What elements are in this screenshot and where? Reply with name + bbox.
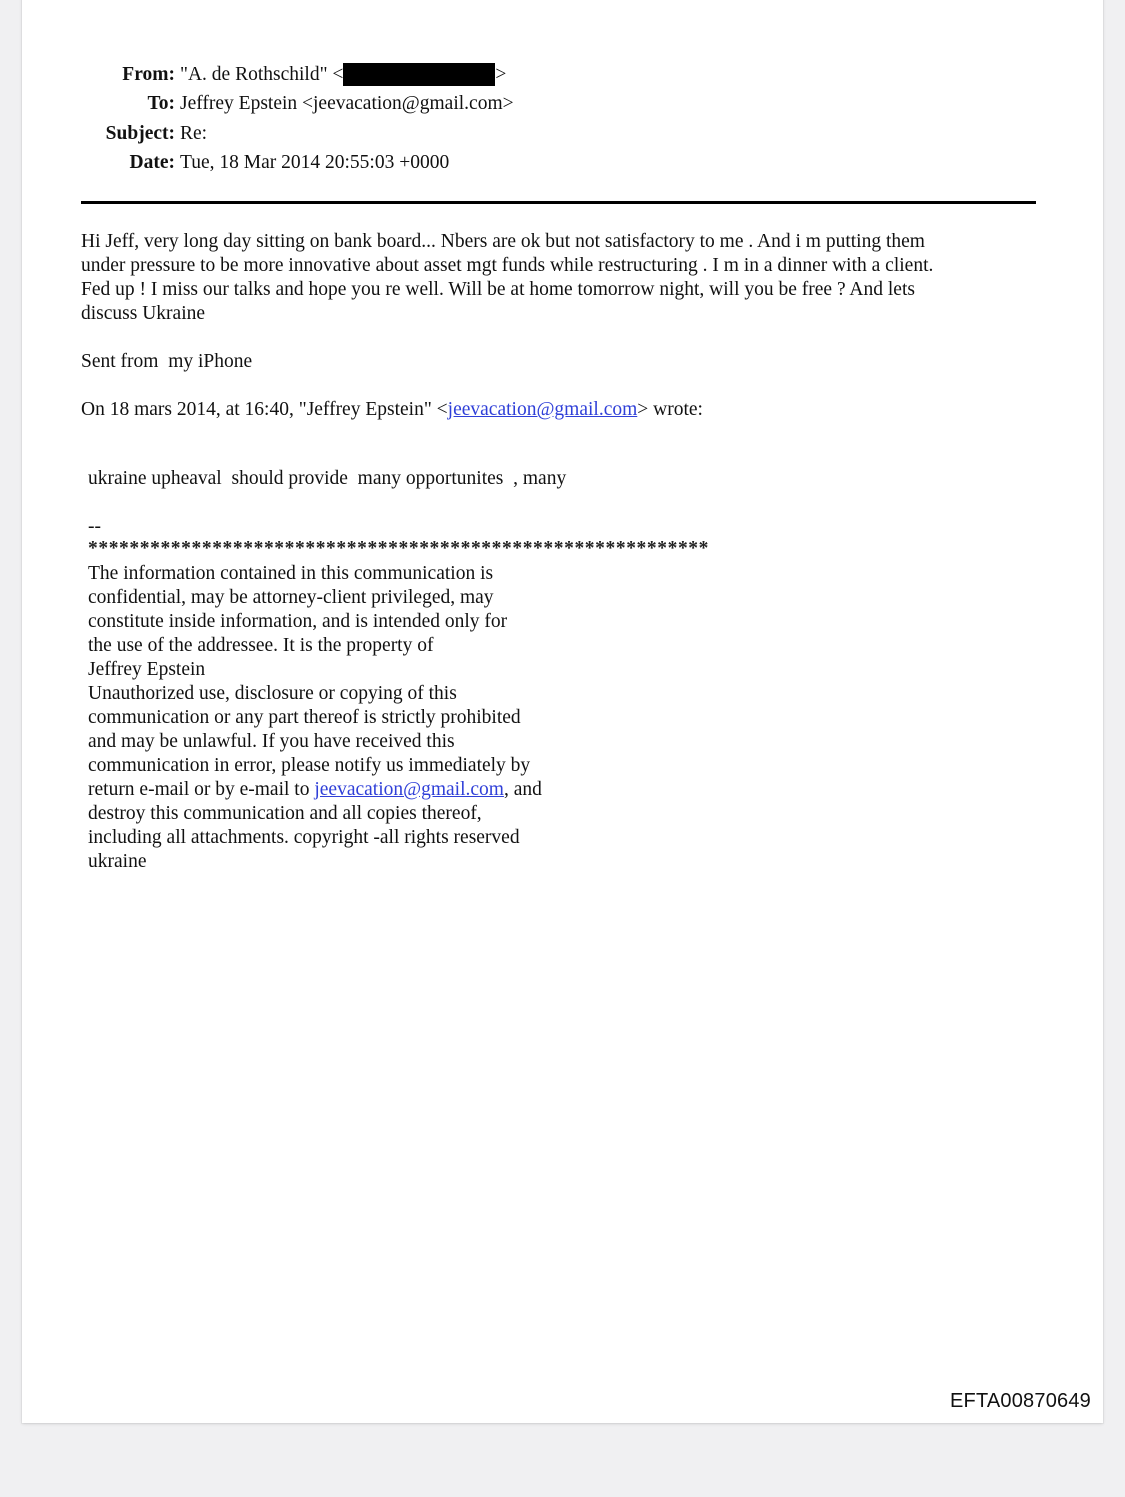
- body-line: Hi Jeff, very long day sitting on bank board... Nbers are ok but not satisfactory to me . And i m putting them: [81, 231, 925, 252]
- quoted-message: ukraine upheaval should provide many opportunites , many: [88, 468, 567, 489]
- quote-header: [81, 398, 703, 422]
- header-date-value: Tue, 18 Mar 2014 20:55:03 +0000: [180, 151, 450, 173]
- quote-header-suffix: > wrote:: [637, 399, 703, 420]
- disclaimer-line: Unauthorized use, disclosure or copying of this: [88, 683, 457, 704]
- disclaimer-line: The information contained in this communication is: [88, 563, 494, 584]
- disclaimer-line: communication in error, please notify us immediately by: [88, 755, 531, 776]
- document-id: EFTA00870649: [949, 1390, 1091, 1412]
- disclaimer-line: constitute inside information, and is intended only for: [88, 611, 508, 632]
- disclaimer-email-link[interactable]: jeevacation@gmail.com: [314, 779, 504, 800]
- header-date: [22, 148, 514, 177]
- header-from-label: From:: [122, 64, 175, 85]
- quote-header-prefix: On 18 mars 2014, at 16:40, "Jeffrey Epstein" <: [81, 399, 448, 420]
- email-headers: [22, 60, 514, 177]
- header-subject: [22, 119, 514, 148]
- disclaimer-line: including all attachments. copyright -all rights reserved: [88, 827, 520, 848]
- from-suffix: >: [495, 64, 507, 85]
- disclaimer-line: ukraine: [88, 851, 147, 872]
- header-date-label: Date:: [129, 151, 175, 173]
- disclaimer-line: Jeffrey Epstein: [88, 659, 206, 680]
- header-to-value: Jeffrey Epstein <jeevacation@gmail.com>: [180, 93, 514, 115]
- document-page: [22, 0, 1103, 1423]
- header-from-value: [180, 60, 506, 89]
- disclaimer-link-suffix: , and: [503, 779, 542, 800]
- header-to-label: To:: [147, 93, 175, 115]
- asterisk-separator: ************************************************************: [88, 538, 709, 559]
- quote-email-link[interactable]: jeevacation@gmail.com: [447, 399, 638, 420]
- body-line: under pressure to be more innovative about asset mgt funds while restructuring . I m in a dinner with a client.: [81, 255, 934, 276]
- redaction-box: [343, 63, 495, 86]
- disclaimer-line: destroy this communication and all copies thereof,: [88, 803, 482, 824]
- header-from: [22, 60, 514, 89]
- header-subject-value: Re:: [180, 122, 208, 144]
- disclaimer-link-line: [88, 778, 542, 802]
- from-name: "A. de Rothschild" <: [180, 64, 344, 85]
- disclaimer-link-prefix: return e-mail or by e-mail to: [88, 779, 315, 800]
- mobile-signature: Sent from my iPhone: [81, 351, 253, 372]
- disclaimer-line: communication or any part thereof is strictly prohibited: [88, 707, 521, 728]
- body-line: discuss Ukraine: [81, 303, 206, 324]
- email-body: [81, 230, 1021, 326]
- header-divider: [81, 201, 1036, 204]
- disclaimer-line: and may be unlawful. If you have received this: [88, 731, 455, 752]
- header-subject-label: Subject:: [105, 122, 175, 144]
- header-to: [22, 89, 514, 118]
- body-line: Fed up ! I miss our talks and hope you re well. Will be at home tomorrow night, will you be free ? And lets: [81, 279, 915, 300]
- disclaimer-line: confidential, may be attorney-client privileged, may: [88, 587, 494, 608]
- signature-separator: --: [88, 516, 101, 537]
- disclaimer-line: the use of the addressee. It is the property of: [88, 635, 434, 656]
- confidentiality-disclaimer: [88, 562, 542, 874]
